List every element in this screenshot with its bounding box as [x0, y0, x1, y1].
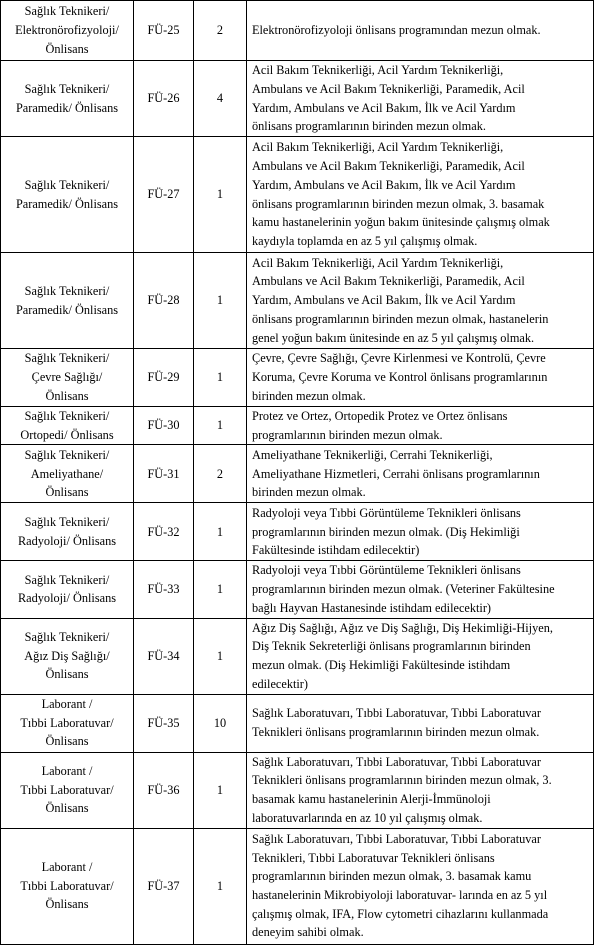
table-row [1, 445, 594, 503]
cell-line: Sağlık Teknikeri/ [24, 629, 110, 644]
cell-line: Önlisans [45, 388, 89, 403]
cell-line: Önlisans [45, 667, 89, 682]
cell-line: Paramedik/ Önlisans [15, 302, 119, 317]
position-count-cell: 2 [194, 1, 247, 61]
position-code-cell: FÜ-30 [134, 407, 194, 445]
position-code-cell: FÜ-37 [134, 828, 194, 944]
cell-line: kaydıyla toplamda en az 5 yıl çalışmış olmak. [252, 233, 478, 248]
cell-line: Çevre, Çevre Sağlığı, Çevre Kirlenmesi ve Kontrolü, Çevre [252, 351, 546, 366]
cell-line: Paramedik/ Önlisans [15, 196, 119, 211]
cell-line: Önlisans [45, 801, 89, 816]
cell-line: Önlisans [45, 485, 89, 500]
table-row [1, 503, 594, 561]
cell-line: Radyoloji veya Tıbbi Görüntüleme Teknikleri önlisans [252, 563, 521, 578]
cell-line: Radyoloji/ Önlisans [17, 591, 117, 606]
cell-line: Laborant / [41, 859, 93, 874]
position-count-cell: 1 [194, 618, 247, 694]
cell-line: Sağlık Teknikeri/ [24, 572, 110, 587]
position-title-cell [1, 752, 134, 828]
cell-line: Sağlık Teknikeri/ [24, 4, 110, 19]
cell-line: Sağlık Teknikeri/ [24, 515, 110, 530]
cell-line: Yardım, Ambulans ve Acil Bakım, İlk ve Acil Yardım [252, 177, 516, 192]
position-code-cell: FÜ-28 [134, 253, 194, 349]
position-code-cell: FÜ-33 [134, 561, 194, 618]
position-title-cell [1, 503, 134, 561]
requirements-cell [247, 694, 594, 752]
cell-line: Protez ve Ortez, Ortopedik Protez ve Ortez önlisans [252, 409, 508, 423]
position-code-cell: FÜ-34 [134, 618, 194, 694]
table-row [1, 137, 594, 253]
requirements-cell [247, 61, 594, 137]
cell-line: Önlisans [45, 897, 89, 912]
position-title-cell [1, 349, 134, 407]
table-row [1, 407, 594, 445]
cell-line: Önlisans [45, 734, 89, 749]
position-title-cell [1, 561, 134, 618]
position-code-cell: FÜ-26 [134, 61, 194, 137]
requirements-cell [247, 828, 594, 944]
cell-line: Paramedik/ Önlisans [15, 100, 119, 115]
cell-line: programlarının birinden mezun olmak. (Diş Hekimliği [252, 524, 520, 539]
cell-line: mezun olmak. (Diş Hekimliği Fakültesinde istihdam [252, 658, 511, 673]
position-code-cell: FÜ-25 [134, 1, 194, 61]
cell-line: Acil Bakım Teknikerliği, Acil Yardım Teknikerliği, [252, 140, 504, 155]
table-row [1, 561, 594, 618]
position-code-cell: FÜ-29 [134, 349, 194, 407]
cell-line: programlarının birinden mezun olmak. (Veteriner Fakültesine [252, 582, 555, 597]
cell-line: Elektronörofizyoloji önlisans programından mezun olmak. [252, 23, 541, 38]
position-code-cell: FÜ-31 [134, 445, 194, 503]
cell-line: Yardım, Ambulans ve Acil Bakım, İlk ve Acil Yardım [252, 293, 516, 308]
cell-line: Laborant / [41, 763, 93, 778]
cell-line: Radyoloji/ Önlisans [17, 533, 117, 548]
position-count-cell: 1 [194, 503, 247, 561]
cell-line: önlisans programlarının birinden mezun olmak, hastanelerin [252, 311, 549, 326]
cell-line: Yardım, Ambulans ve Acil Bakım, İlk ve Acil Yardım [252, 100, 516, 115]
cell-line: birinden mezun olmak. [252, 485, 366, 500]
cell-line: önlisans programlarının birinden mezun olmak, 3. basamak [252, 196, 545, 211]
table-row [1, 694, 594, 752]
cell-line: Acil Bakım Teknikerliği, Acil Yardım Teknikerliği, [252, 63, 504, 78]
position-title-cell [1, 407, 134, 445]
cell-line: bağlı Hayvan Hastanesinde istihdam edilecektir) [252, 600, 492, 615]
cell-line: Tıbbi Laboratuvar/ [20, 782, 114, 797]
position-count-cell: 1 [194, 752, 247, 828]
requirements-cell [247, 349, 594, 407]
requirements-cell [247, 618, 594, 694]
position-count-cell: 1 [194, 349, 247, 407]
cell-line: Elektronörofizyoloji/ [15, 23, 119, 38]
position-title-cell [1, 828, 134, 944]
table-row [1, 349, 594, 407]
position-count-cell: 1 [194, 828, 247, 944]
cell-line: Ambulans ve Acil Bakım Teknikerliği, Paramedik, Acil [252, 159, 525, 174]
position-code-cell: FÜ-36 [134, 752, 194, 828]
position-title-cell [1, 445, 134, 503]
position-code-cell: FÜ-35 [134, 694, 194, 752]
requirements-cell [247, 445, 594, 503]
cell-line: Tıbbi Laboratuvar/ [20, 878, 114, 893]
requirements-cell [247, 137, 594, 253]
position-count-cell: 1 [194, 561, 247, 618]
cell-line: Sağlık Teknikeri/ [24, 283, 110, 298]
cell-line: Diş Teknik Sekreterliği önlisans programlarının birinden [252, 639, 531, 654]
requirements-cell [247, 253, 594, 349]
position-count-cell: 1 [194, 253, 247, 349]
cell-line: genel yoğun bakım ünitesinde en az 5 yıl çalışmış olmak. [252, 330, 535, 345]
position-title-cell [1, 1, 134, 61]
table-row [1, 828, 594, 944]
cell-line: Sağlık Laboratuvarı, Tıbbi Laboratuvar, Tıbbi Laboratuvar [252, 706, 541, 721]
cell-line: birinden mezun olmak. [252, 388, 366, 403]
cell-line: programlarının birinden mezun olmak. [252, 427, 443, 442]
position-count-cell: 1 [194, 137, 247, 253]
position-count-cell: 2 [194, 445, 247, 503]
positions-table-body [1, 1, 594, 945]
requirements-cell [247, 1, 594, 61]
position-count-cell: 10 [194, 694, 247, 752]
cell-line: Teknikleri önlisans programlarının birinden mezun olmak. [252, 725, 540, 740]
cell-line: Ameliyathane Hizmetleri, Cerrahi önlisans programlarının [252, 466, 540, 481]
table-row [1, 752, 594, 828]
cell-line: Ortopedi/ Önlisans [20, 427, 114, 442]
cell-line: Koruma, Çevre Koruma ve Kontrol önlisans programlarının [252, 370, 548, 385]
cell-line: Laborant / [41, 696, 93, 711]
cell-line: Tıbbi Laboratuvar/ [20, 715, 114, 730]
position-code-cell: FÜ-27 [134, 137, 194, 253]
cell-line: Sağlık Teknikeri/ [24, 447, 110, 462]
table-row [1, 253, 594, 349]
cell-line: programlarının birinden mezun olmak, 3. basamak kamu [252, 869, 532, 884]
position-title-cell [1, 253, 134, 349]
requirements-cell [247, 407, 594, 445]
position-title-cell [1, 61, 134, 137]
cell-line: Ameliyathane/ [30, 466, 104, 481]
position-title-cell [1, 618, 134, 694]
cell-line: Acil Bakım Teknikerliği, Acil Yardım Teknikerliği, [252, 255, 504, 270]
requirements-cell [247, 561, 594, 618]
cell-line: basamak kamu hastanelerinin Alerji-İmmünoloji [252, 792, 491, 807]
cell-line: Sağlık Teknikeri/ [24, 177, 110, 192]
cell-line: Ameliyathane Teknikerliği, Cerrahi Teknikerliği, [252, 447, 493, 462]
cell-line: Sağlık Teknikeri/ [24, 409, 110, 423]
position-count-cell: 1 [194, 407, 247, 445]
cell-line: Fakültesinde istihdam edilecektir) [252, 543, 420, 558]
cell-line: Sağlık Teknikeri/ [24, 351, 110, 366]
cell-line: Sağlık Teknikeri/ [24, 81, 110, 96]
table-row [1, 618, 594, 694]
cell-line: Sağlık Laboratuvarı, Tıbbi Laboratuvar, Tıbbi Laboratuvar [252, 831, 541, 846]
cell-line: çalışmış olmak, IFA, Flow cytometri cihazlarını kullanmada [252, 906, 549, 921]
cell-line: Teknikleri, Tıbbi Laboratuvar Teknikleri önlisans [252, 850, 495, 865]
cell-line: hastanelerinin Mikrobiyoloji laboratuvar- larında en az 5 yıl [252, 888, 548, 903]
requirements-cell [247, 503, 594, 561]
cell-line: Önlisans [45, 41, 89, 56]
cell-line: Ambulans ve Acil Bakım Teknikerliği, Paramedik, Acil [252, 274, 525, 289]
cell-line: önlisans programlarının birinden mezun olmak. [252, 119, 486, 134]
position-title-cell [1, 137, 134, 253]
cell-line: Ağız Diş Sağlığı, Ağız ve Diş Sağlığı, Diş Hekimliği-Hijyen, [252, 620, 553, 635]
cell-line: kamu hastanelerinin yoğun bakım ünitesinde çalışmış olmak [252, 215, 550, 230]
cell-line: Sağlık Laboratuvarı, Tıbbi Laboratuvar, Tıbbi Laboratuvar [252, 754, 541, 769]
cell-line: Radyoloji veya Tıbbi Görüntüleme Teknikleri önlisans [252, 505, 521, 520]
position-code-cell: FÜ-32 [134, 503, 194, 561]
cell-line: deneyim sahibi olmak. [252, 925, 364, 940]
position-title-cell [1, 694, 134, 752]
table-row [1, 61, 594, 137]
cell-line: Çevre Sağlığı/ [31, 370, 103, 385]
cell-line: Ağız Diş Sağlığı/ [24, 648, 110, 663]
cell-line: Teknikleri önlisans programlarının birinden mezun olmak, 3. [252, 773, 552, 788]
table-row [1, 1, 594, 61]
cell-line: Ambulans ve Acil Bakım Teknikerliği, Paramedik, Acil [252, 81, 525, 96]
cell-line: laboratuvarlarında en az 10 yıl çalışmış olmak. [252, 810, 483, 825]
cell-line: edilecektir) [252, 676, 308, 691]
position-count-cell: 4 [194, 61, 247, 137]
requirements-cell [247, 752, 594, 828]
